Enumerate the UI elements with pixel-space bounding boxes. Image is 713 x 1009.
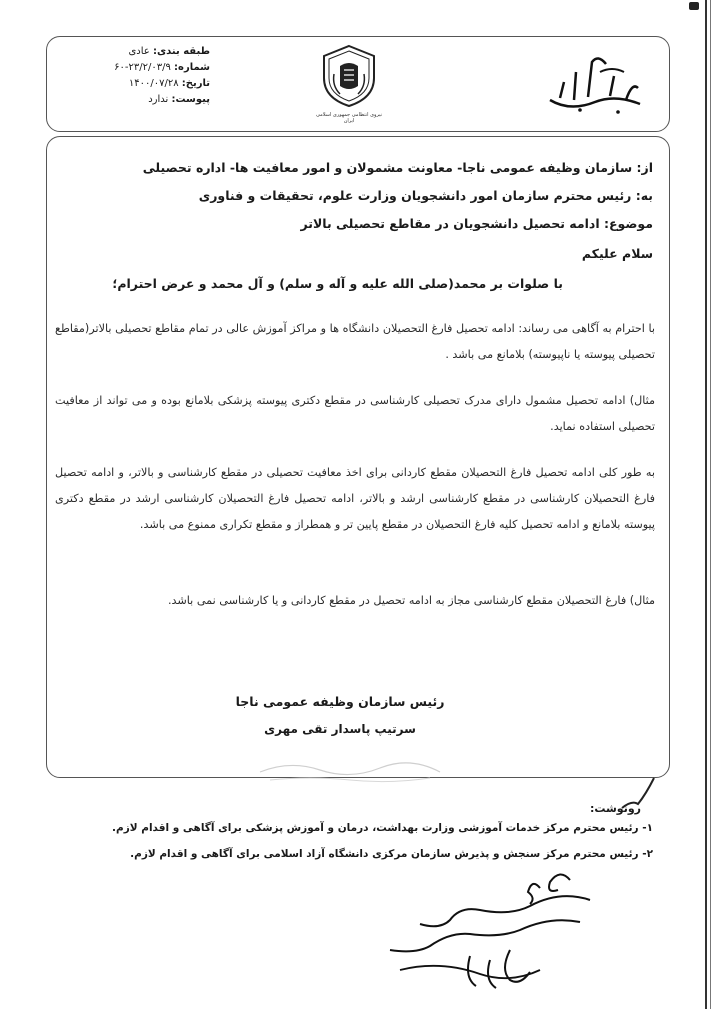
faint-stamp-icon bbox=[250, 750, 450, 790]
number-value: ۲۳/۲/۰۳/۹-۶۰ bbox=[114, 62, 171, 73]
cc-label: رونوشت: bbox=[589, 802, 641, 815]
bismillah-calligraphy-icon bbox=[540, 42, 650, 122]
date-row bbox=[100, 76, 210, 92]
letter-subject: موضوع: ادامه تحصیل دانشجویان در مقاطع تحصیلی بالاتر bbox=[300, 216, 653, 231]
punch-mark bbox=[689, 2, 699, 10]
number-row bbox=[100, 60, 210, 76]
body-paragraph-3: به طور کلی ادامه تحصیل فارغ التحصیلان مقطع کاردانی برای اخذ معافیت تحصیلی در مقطع کارشناسی و بالاتر، و ادامه تحصیل فارغ التحصیلان کارشناسی در مقطع کارشناسی ارشد و بالاتر، ادامه تحصیل فارغ التحصیلان کارشناسی ارشد در مقطع دکتری پیوسته بلامانع و ادامه تحصیل کلیه فارغ التحصیلان در مقطع پایین تر و همطراز و مقطع تکراری ممنوع می باشد. bbox=[55, 466, 655, 531]
letter-body-frame bbox=[46, 136, 670, 778]
attachment-row bbox=[100, 92, 210, 108]
attachment-value: ندارد bbox=[148, 94, 169, 105]
classification-value: عادی bbox=[128, 46, 150, 57]
letter-meta bbox=[100, 44, 210, 108]
letter-from: از: سازمان وظیفه عمومی ناجا- معاونت مشمولان و امور معافیت ها- اداره تحصیلی bbox=[142, 160, 653, 175]
body-paragraph-4: مثال) فارغ التحصیلان مقطع کارشناسی مجاز به ادامه تحصیل در مقطع کاردانی و یا کارشناسی نمی باشد. bbox=[167, 594, 655, 607]
emblem-caption: نیروی انتظامی جمهوری اسلامی ایران bbox=[315, 112, 383, 124]
cc-item-1: ۱- رئیس محترم مرکز خدمات آموزشی وزارت بهداشت، درمان و آموزش پزشکی برای آگاهی و اقدام لازم. bbox=[112, 822, 653, 834]
police-emblem-icon bbox=[320, 44, 378, 108]
page-edge-line-secondary bbox=[710, 0, 711, 1009]
body-paragraph-2: مثال) ادامه تحصیل مشمول دارای مدرک تحصیلی کارشناسی در مقطع دکتری پیوسته پزشکی بلامانع بوده و می تواند از معافیت تحصیلی استفاده نماید. bbox=[55, 394, 655, 433]
signatory-title: رئیس سازمان وظیفه عمومی ناجا bbox=[235, 694, 445, 709]
date-label: تاریخ: bbox=[181, 78, 210, 89]
number-label: شماره: bbox=[174, 62, 210, 73]
date-value: ۱۴۰۰/۰۷/۲۸ bbox=[128, 78, 179, 89]
classification-label: طبقه بندی: bbox=[152, 46, 210, 57]
letter-to: به: رئیس محترم سازمان امور دانشجویان وزارت علوم، تحقیقات و فناوری bbox=[198, 188, 653, 203]
attachment-label: پیوست: bbox=[171, 94, 210, 105]
classification-row bbox=[100, 44, 210, 60]
cc-item-2: ۲- رئیس محترم مرکز سنجش و پذیرش سازمان مرکزی دانشگاه آزاد اسلامی برای آگاهی و اقدام لازم. bbox=[130, 848, 653, 860]
handwritten-note-icon bbox=[360, 860, 600, 1000]
letter-greeting: سلام علیکم bbox=[581, 246, 653, 261]
body-paragraph-1: با احترام به آگاهی می رساند: ادامه تحصیل فارغ التحصیلان دانشگاه ها و مراکز آموزش عالی در تمام مقاطع تحصیلی بالاتر(مقاطع تحصیلی پیوسته یا ناپیوسته) بلامانع می باشد . bbox=[55, 322, 655, 361]
signatory-name: سرتیپ پاسدار تقی مهری bbox=[264, 722, 416, 736]
page-edge-line bbox=[705, 0, 707, 1009]
letter-salutation: با صلوات بر محمد(صلی الله علیه و آله و سلم) و آل محمد و عرض احترام؛ bbox=[112, 276, 563, 291]
